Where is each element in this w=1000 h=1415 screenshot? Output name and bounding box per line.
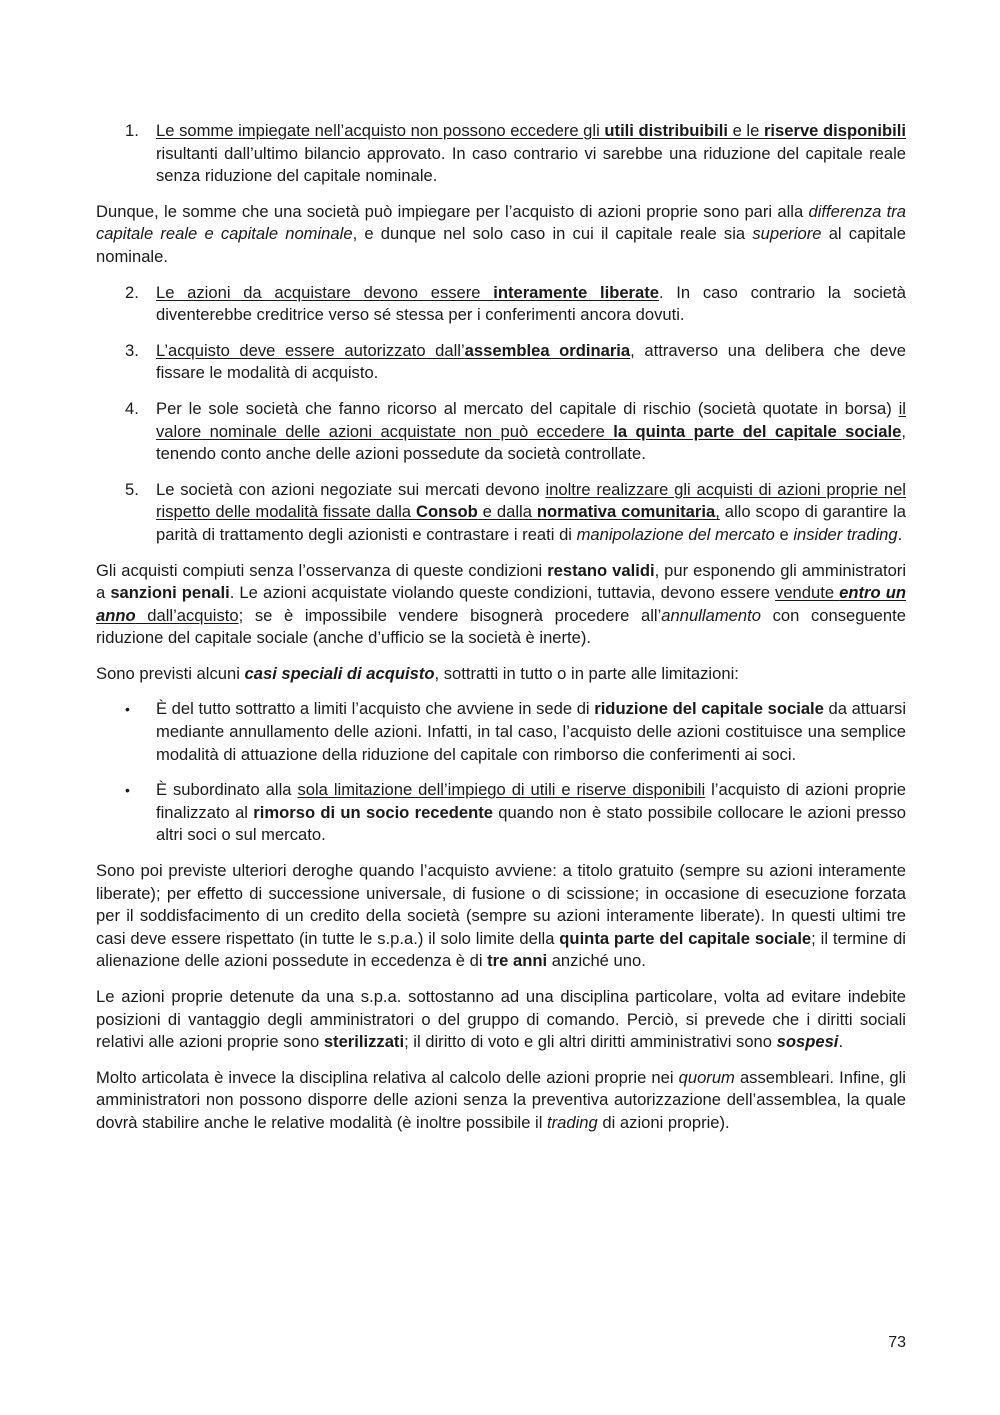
paragraph-1: Dunque, le somme che una società può impiegare per l’acquisto di azioni proprie sono pari alla differenza tra capitale reale e capitale nominale, e dunque nel solo caso in cui il capitale reale sia superiore al capitale nominale. <box>96 201 906 266</box>
list-item-2: 2. Le azioni da acquistare devono essere interamente liberate. In caso contrario la società diventerebbe creditrice verso sé stessa per i conferimenti ancora dovuti. <box>125 282 906 325</box>
page-number: 73 <box>888 1334 906 1351</box>
list-number: 4. <box>125 398 139 418</box>
list-item-5: 5. Le società con azioni negoziate sui mercati devono inoltre realizzare gli acquisti di azioni proprie nel rispetto delle modalità fissate dalla Consob e dalla normativa comunitaria, allo scopo di garantire la parità di trattamento degli azionisti e contrastare i reati di manipolazione del mercato e insider trading. <box>125 479 906 544</box>
paragraph-6: Molto articolata è invece la disciplina relativa al calcolo delle azioni proprie nei quorum assembleari. Infine, gli amministratori non possono disporre delle azioni senza la preventiva autorizzazione dell’assemblea, la quale dovrà stabilire anche le relative modalità (è inoltre possibile il trading di azioni proprie). <box>96 1067 906 1132</box>
bullet-item-2: • È subordinato alla sola limitazione dell’impiego di utili e riserve disponibili l’acquisto di azioni proprie finalizzato al rimorso di un socio recedente quando non è stato possibile collocare le azioni presso altri soci o sul mercato. <box>125 780 907 845</box>
list-item-3: 3. L’acquisto deve essere autorizzato dall’assemblea ordinaria, attraverso una delibera che deve fissare le modalità di acquisto. <box>125 340 906 383</box>
bullet-icon: • <box>125 782 130 799</box>
list-item-1: 1. Le somme impiegate nell’acquisto non possono eccedere gli utili distribuibili e le riserve disponibili risultanti dall’ultimo bilancio approvato. In caso contrario vi sarebbe una riduzione del capitale reale senza riduzione del capitale nominale. <box>125 121 906 186</box>
paragraph-2: Gli acquisti compiuti senza l’osservanza di queste condizioni restano validi, pur esponendo gli amministratori a sanzioni penali. Le azioni acquistate violando queste condizioni, tuttavia, devono essere vendute entro un anno dall’acquisto; se è impossibile vendere bisognerà procedere all’annullamento con conseguente riduzione del capitale sociale (anche d’ufficio se la società è inerte). <box>96 560 907 648</box>
paragraph-3: Sono previsti alcuni casi speciali di acquisto, sottratti in tutto o in parte alle limitazioni: <box>96 663 739 683</box>
bullet-item-1: • È del tutto sottratto a limiti l’acquisto che avviene in sede di riduzione del capitale sociale da attuarsi mediante annullamento delle azioni. Infatti, in tal caso, l’acquisto delle azioni costituisce una semplice modalità di attuazione della riduzione del capitale con rimborso die conferimenti ai soci. <box>125 699 907 764</box>
list-number: 1. <box>125 121 139 140</box>
list-number: 3. <box>125 340 139 360</box>
list-number: 2. <box>125 282 139 302</box>
list-number: 5. <box>125 479 139 499</box>
bullet-icon: • <box>125 701 130 718</box>
paragraph-5: Le azioni proprie detenute da una s.p.a. sottostanno ad una disciplina particolare, volta ad evitare indebite posizioni di vantaggio degli amministratori o del gruppo di comando. Perciò, si prevede che i diritti sociali relativi alle azioni proprie sono sterilizzati; il diritto di voto e gli altri diritti amministrativi sono sospesi. <box>96 987 906 1052</box>
list-item-4: 4. Per le sole società che fanno ricorso al mercato del capitale di rischio (società quotate in borsa) il valore nominale delle azioni acquistate non può eccedere la quinta parte del capitale sociale, tenendo conto anche delle azioni possedute da società controllate. <box>125 398 906 464</box>
document-body <box>96 120 906 1148</box>
paragraph-4: Sono poi previste ulteriori deroghe quando l’acquisto avviene: a titolo gratuito (sempre su azioni interamente liberate); per effetto di successione universale, di fusione o di scissione; in occasione di esecuzione forzata per il soddisfacimento di un credito della società (sempre su azioni interamente liberate). In questi ultimi tre casi deve essere rispettato (in tutte le s.p.a.) il solo limite della quinta parte del capitale sociale; il termine di alienazione delle azioni possedute in eccedenza è di tre anni anziché uno. <box>96 861 906 971</box>
